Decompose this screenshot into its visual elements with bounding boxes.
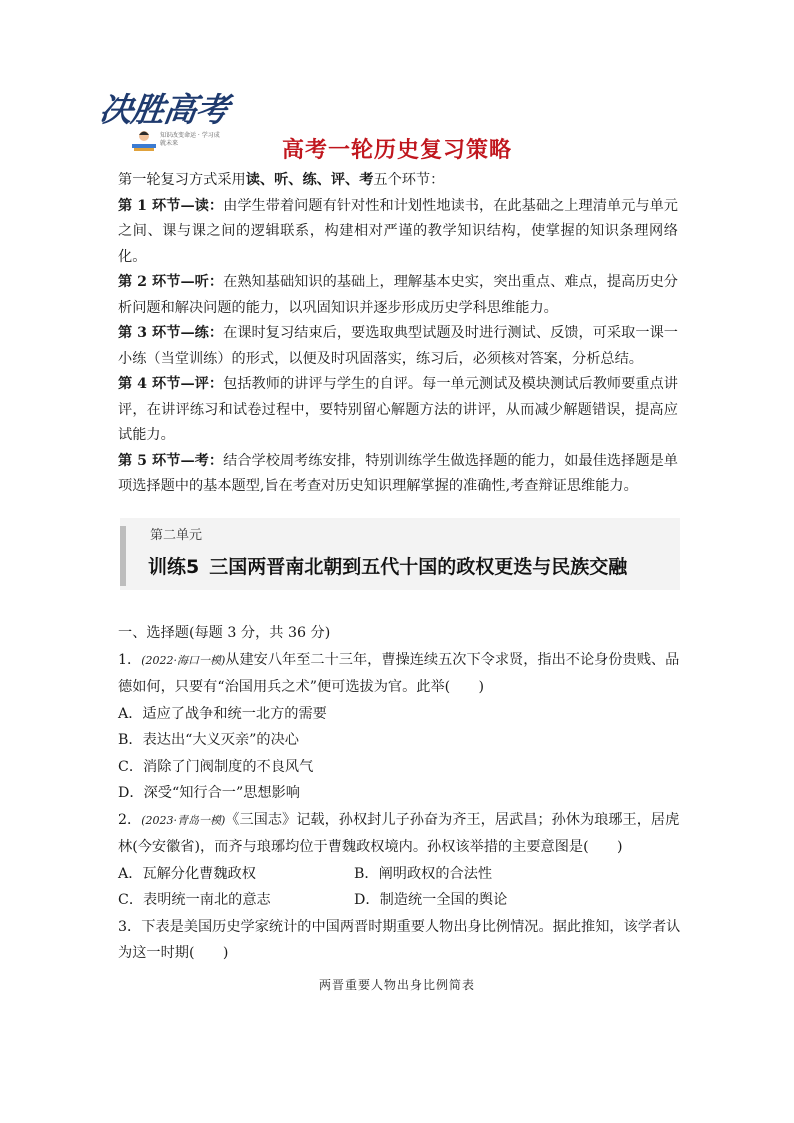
- unit-label: 第二单元: [150, 528, 203, 543]
- logo-subtitle: 知识改变命运 · 学习成就未来: [160, 132, 220, 147]
- page-title: 高考一轮历史复习策略: [281, 138, 512, 163]
- question-1-option-a: A．适应了战争和统一北方的需要: [118, 705, 327, 722]
- section-heading: 一、选择题(每题 3 分，共 36 分): [118, 625, 331, 641]
- table-caption: 两晋重要人物出身比例简表: [318, 978, 475, 992]
- question-2-option-d: D．制造统一全国的舆论: [354, 892, 508, 908]
- unit-banner: [120, 518, 680, 590]
- training-title: 训练5 三国两晋南北朝到五代十国的政权更迭与民族交融: [148, 556, 628, 578]
- logo-text: 决胜高考: [96, 90, 231, 129]
- strategy-content: [118, 168, 678, 500]
- question-2-option-a: A．瓦解分化曹魏政权: [118, 865, 256, 882]
- step-5: 第 5 环节—考：结合学校周考练安排，特别训练学生做选择题的能力，如最佳选择题是单项选择题中的基本题型,旨在考查对历史知识理解掌握的准确性,考查辩证思维能力。: [118, 452, 678, 494]
- step-1: 第 1 环节—读：由学生带着问题有针对性和计划性地读书，在此基础之上理清单元与单元之间、课与课之间的逻辑联系，构建相对严谨的教学知识结构，使掌握的知识条理网络化。: [118, 197, 678, 265]
- banner-accent-bar: [120, 526, 126, 586]
- question-2-stem: 2．(2023·青岛一模)《三国志》记载，孙权封儿子孙奋为齐王，居武昌；孙休为琅琊王，居虎林(今安徽省)，而齐与琅琊均位于曹魏政权境内。孙权该举措的主要意图是( ): [118, 811, 680, 855]
- question-2-option-c: C．表明统一南北的意志: [118, 892, 271, 908]
- questions: [118, 620, 688, 967]
- question-1-option-c: C．消除了门阀制度的不良风气: [118, 758, 314, 775]
- question-2-options-row-2: [118, 887, 688, 914]
- question-3-stem: 3．下表是美国历史学家统计的中国两晋时期重要人物出身比例情况。据此推知，该学者认为这一时期( ): [118, 918, 681, 961]
- intro-line: 第一轮复习方式采用读、听、练、评、考五个环节：: [118, 172, 445, 188]
- question-2-option-b: B．阐明政权的合法性: [354, 865, 493, 882]
- step-3: 第 3 环节—练：在课时复习结束后，要选取典型试题及时进行测试、反馈，可采取一课一小练（当堂训练）的形式，以便及时巩固落实，练习后，必须核对答案，分析总结。: [118, 325, 678, 367]
- question-1-option-d: D．深受“知行合一”思想影响: [118, 785, 300, 801]
- question-2-options-row-1: [118, 861, 688, 888]
- question-1-stem: 1．(2022·海口一模)从建安八年至二十三年，曹操连续五次下令求贤，指出不论身份贵贱、品德如何，只要有“治国用兵之术”便可选拔为官。此举( ): [118, 651, 680, 695]
- step-2: 第 2 环节—听：在熟知基础知识的基础上，理解基本史实，突出重点、难点，提高历史分析问题和解决问题的能力，以巩固知识并逐步形成历史学科思维能力。: [118, 274, 678, 316]
- question-1-option-b: B．表达出“大义灭亲”的决心: [118, 732, 299, 748]
- step-4: 第 4 环节—评：包括教师的讲评与学生的自评。每一单元测试及模块测试后教师要重点讲评，在讲评练习和试卷过程中，要特别留心解题方法的讲评，从而减少解题错误，提高应试能力。: [118, 376, 678, 443]
